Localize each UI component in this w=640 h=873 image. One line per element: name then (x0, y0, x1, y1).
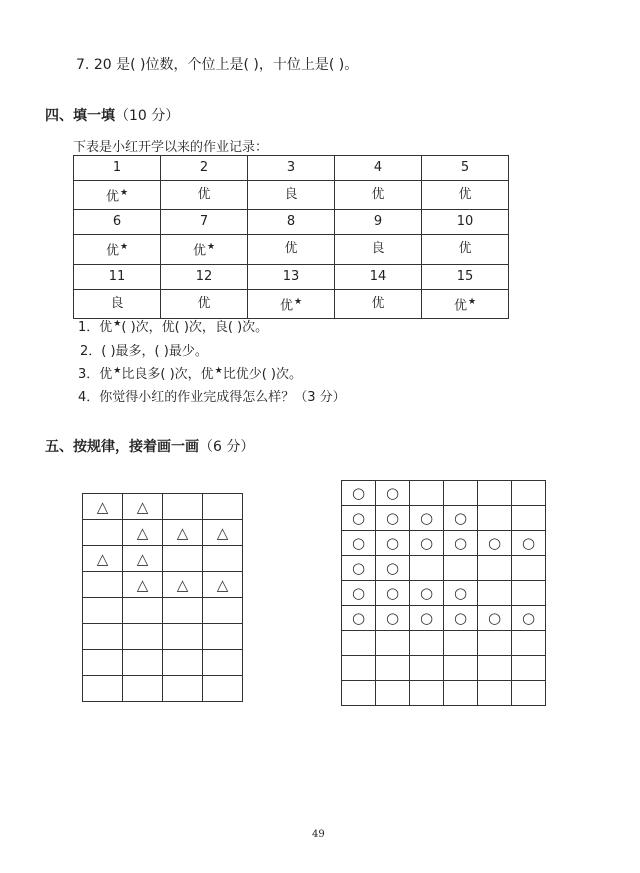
grid-cell[interactable] (410, 481, 444, 506)
grid-cell[interactable] (203, 494, 243, 520)
section-5-title: 五、按规律，接着画一画 (45, 439, 199, 455)
grid-cell[interactable] (444, 481, 478, 506)
cell-text: 9 (373, 214, 383, 230)
cell-text: 3 (286, 160, 296, 175)
grid-cell[interactable] (203, 650, 243, 676)
grid-cell[interactable] (83, 676, 123, 702)
cell-text: 优 (279, 297, 293, 313)
grid-cell[interactable] (376, 631, 410, 656)
grid-row (342, 531, 546, 556)
circle-icon: ○ (419, 534, 434, 552)
circle-icon: ○ (351, 609, 366, 627)
table-cell (74, 210, 161, 235)
grid-row (342, 581, 546, 606)
grid-cell[interactable] (83, 494, 123, 520)
grid-cell[interactable] (342, 606, 376, 631)
triangle-icon: △ (136, 523, 149, 542)
circle-pattern-grid (341, 480, 546, 706)
star-icon: ★ (113, 318, 122, 329)
grid-cell[interactable] (512, 581, 546, 606)
question-7-number: 7. (76, 57, 90, 73)
sub-question-3-lead: 3．优 (78, 367, 113, 382)
circle-icon: ○ (351, 509, 366, 527)
grid-cell[interactable] (512, 631, 546, 656)
grid-cell[interactable] (342, 531, 376, 556)
cell-text: 优 (105, 243, 119, 259)
circle-icon: ○ (419, 609, 434, 627)
table-cell (422, 156, 509, 181)
grid-cell[interactable] (444, 556, 478, 581)
table-cell (74, 289, 161, 318)
table-cell (422, 181, 509, 210)
circle-icon: ○ (385, 509, 400, 527)
triangle-icon: △ (136, 549, 149, 568)
sub-question-1-lead: 1．优 (78, 320, 113, 335)
grid-cell[interactable] (512, 681, 546, 706)
cell-text: 优 (197, 295, 211, 311)
table-cell (422, 289, 509, 318)
grid-cell[interactable] (163, 624, 203, 650)
sub-question-3-end: 比优少( )次。 (222, 367, 302, 382)
circle-icon: ○ (487, 609, 502, 627)
table-cell (161, 156, 248, 181)
grid-cell[interactable] (410, 506, 444, 531)
grid-cell[interactable] (376, 581, 410, 606)
sub-question-2: 2．( )最多，( )最少。 (80, 344, 208, 359)
page-number: 49 (312, 829, 325, 840)
table-cell (248, 235, 335, 264)
circle-icon: ○ (385, 609, 400, 627)
cell-text: 良 (371, 241, 385, 257)
grid-cell[interactable] (376, 556, 410, 581)
grid-cell[interactable] (376, 481, 410, 506)
grid-cell[interactable] (444, 581, 478, 606)
circle-icon: ○ (385, 534, 400, 552)
circle-icon: ○ (351, 534, 366, 552)
grid-row (342, 681, 546, 706)
circle-icon: ○ (521, 534, 536, 552)
grid-cell[interactable] (376, 531, 410, 556)
grid-cell[interactable] (123, 676, 163, 702)
table-cell (161, 264, 248, 289)
grid-cell[interactable] (410, 631, 444, 656)
grid-row (342, 631, 546, 656)
table-row (74, 264, 509, 289)
cell-text: 优 (197, 187, 211, 203)
grid-cell[interactable] (342, 631, 376, 656)
circle-icon: ○ (521, 609, 536, 627)
grid-cell[interactable] (342, 506, 376, 531)
grid-cell[interactable] (478, 581, 512, 606)
grid-cell[interactable] (342, 681, 376, 706)
grid-cell[interactable] (203, 598, 243, 624)
circle-icon: ○ (453, 584, 468, 602)
grid-cell[interactable] (410, 581, 444, 606)
table-cell (335, 235, 422, 264)
table-cell (161, 210, 248, 235)
grid-cell[interactable] (376, 681, 410, 706)
grid-row (83, 598, 243, 624)
grid-cell[interactable] (512, 531, 546, 556)
triangle-icon: △ (176, 575, 189, 594)
triangle-pattern-grid (82, 493, 243, 702)
homework-record-table (73, 155, 509, 319)
grid-cell[interactable] (376, 656, 410, 681)
grid-cell[interactable] (478, 556, 512, 581)
grid-cell[interactable] (478, 531, 512, 556)
table-cell (74, 181, 161, 210)
grid-cell[interactable] (342, 556, 376, 581)
cell-text: 14 (369, 268, 387, 284)
triangle-icon: △ (96, 549, 109, 568)
grid-cell[interactable] (478, 631, 512, 656)
sub-question-4: 4．你觉得小红的作业完成得怎么样？（3 分） (78, 390, 346, 405)
grid-cell[interactable] (444, 531, 478, 556)
table-cell (248, 156, 335, 181)
grid-row (342, 656, 546, 681)
cell-text: 优 (453, 297, 467, 313)
grid-cell[interactable] (163, 598, 203, 624)
grid-row (342, 556, 546, 581)
grid-cell[interactable] (83, 546, 123, 572)
table-cell (248, 264, 335, 289)
star-icon: ★ (293, 296, 303, 307)
circle-icon: ○ (453, 609, 468, 627)
cell-text: 良 (284, 187, 298, 203)
star-icon: ★ (119, 188, 129, 198)
cell-text: 2 (199, 160, 209, 175)
cell-text: 5 (460, 160, 470, 175)
table-cell (248, 210, 335, 235)
grid-cell[interactable] (342, 656, 376, 681)
triangle-icon: △ (176, 523, 189, 542)
grid-cell[interactable] (444, 506, 478, 531)
grid-cell[interactable] (203, 572, 243, 598)
cell-text: 6 (112, 214, 122, 230)
circle-icon: ○ (453, 509, 468, 527)
table-cell (74, 235, 161, 264)
table-cell (422, 210, 509, 235)
table-row (74, 181, 509, 210)
grid-cell[interactable] (478, 481, 512, 506)
grid-cell[interactable] (342, 581, 376, 606)
grid-cell[interactable] (203, 520, 243, 546)
cell-text: 12 (195, 268, 213, 284)
grid-cell[interactable] (410, 531, 444, 556)
grid-cell[interactable] (478, 506, 512, 531)
grid-cell[interactable] (83, 650, 123, 676)
grid-cell[interactable] (444, 681, 478, 706)
grid-cell[interactable] (478, 606, 512, 631)
cell-text: 11 (108, 268, 126, 284)
triangle-icon: △ (216, 523, 229, 542)
cell-text: 良 (110, 295, 124, 311)
cell-text: 7 (199, 214, 209, 230)
section-4-points: （10 分） (115, 108, 180, 124)
grid-row (342, 481, 546, 506)
star-icon: ★ (467, 296, 477, 307)
grid-row (83, 572, 243, 598)
grid-row (83, 624, 243, 650)
cell-text: 优 (192, 243, 206, 259)
grid-row (342, 506, 546, 531)
grid-row (83, 676, 243, 702)
table-cell (335, 264, 422, 289)
grid-cell[interactable] (123, 624, 163, 650)
grid-cell[interactable] (203, 546, 243, 572)
triangle-icon: △ (136, 497, 149, 516)
grid-cell[interactable] (123, 650, 163, 676)
star-icon: ★ (206, 242, 216, 253)
grid-row (83, 520, 243, 546)
section-5-heading (45, 436, 254, 456)
circle-icon: ○ (351, 484, 366, 502)
triangle-icon: △ (96, 497, 109, 516)
table-row (74, 289, 509, 318)
table-cell (74, 264, 161, 289)
table-cell (74, 156, 161, 181)
circle-icon: ○ (453, 534, 468, 552)
circle-icon: ○ (487, 534, 502, 552)
grid-cell[interactable] (410, 606, 444, 631)
grid-cell[interactable] (83, 624, 123, 650)
section-4-title: 四、填一填 (45, 108, 115, 124)
cell-text: 8 (286, 214, 296, 230)
table-cell (335, 289, 422, 318)
grid-cell[interactable] (410, 681, 444, 706)
cell-text: 优 (371, 187, 385, 203)
cell-text: 优 (105, 189, 119, 205)
grid-cell[interactable] (123, 598, 163, 624)
star-icon: ★ (214, 365, 223, 376)
table-cell (248, 181, 335, 210)
grid-cell[interactable] (163, 572, 203, 598)
grid-cell[interactable] (342, 481, 376, 506)
grid-row (342, 606, 546, 631)
grid-cell[interactable] (123, 572, 163, 598)
grid-cell[interactable] (410, 656, 444, 681)
grid-cell[interactable] (123, 494, 163, 520)
section-4-heading (45, 105, 179, 125)
circle-icon: ○ (385, 584, 400, 602)
table-cell (161, 235, 248, 264)
grid-cell[interactable] (123, 520, 163, 546)
table-cell (248, 289, 335, 318)
circle-icon: ○ (385, 559, 400, 577)
table-intro: 下表是小红开学以来的作业记录： (73, 140, 269, 155)
table-cell (422, 235, 509, 264)
question-7-text: 20 是( )位数，个位上是( )，十位上是( )。 (93, 57, 359, 73)
grid-cell[interactable] (376, 506, 410, 531)
question-7 (76, 54, 358, 74)
grid-cell[interactable] (376, 606, 410, 631)
cell-text: 优 (458, 241, 472, 257)
table-cell (161, 181, 248, 210)
sub-question-1 (78, 316, 268, 335)
grid-cell[interactable] (163, 494, 203, 520)
circle-icon: ○ (351, 559, 366, 577)
grid-cell[interactable] (83, 572, 123, 598)
grid-cell[interactable] (512, 481, 546, 506)
circle-icon: ○ (419, 584, 434, 602)
sub-question-1-text: ( )次，优( )次，良( )次。 (121, 320, 269, 335)
cell-text: 优 (284, 241, 298, 257)
cell-text: 15 (456, 268, 474, 284)
star-icon: ★ (113, 365, 122, 376)
grid-cell[interactable] (512, 506, 546, 531)
grid-cell[interactable] (163, 650, 203, 676)
grid-cell[interactable] (512, 556, 546, 581)
table-cell (335, 210, 422, 235)
grid-cell[interactable] (203, 676, 243, 702)
grid-cell[interactable] (83, 520, 123, 546)
table-row (74, 156, 509, 181)
grid-cell[interactable] (444, 606, 478, 631)
sub-question-3 (78, 363, 302, 382)
table-cell (335, 156, 422, 181)
grid-cell[interactable] (123, 546, 163, 572)
section-5-points: （6 分） (199, 439, 255, 455)
grid-cell[interactable] (512, 606, 546, 631)
triangle-icon: △ (136, 575, 149, 594)
cell-text: 1 (112, 160, 122, 175)
grid-cell[interactable] (163, 546, 203, 572)
table-row (74, 235, 509, 264)
circle-icon: ○ (351, 584, 366, 602)
star-icon: ★ (119, 242, 129, 253)
grid-row (83, 546, 243, 572)
cell-text: 优 (371, 295, 385, 311)
grid-cell[interactable] (163, 676, 203, 702)
grid-cell[interactable] (478, 656, 512, 681)
circle-icon: ○ (419, 509, 434, 527)
table-row (74, 210, 509, 235)
circle-icon: ○ (385, 484, 400, 502)
grid-cell[interactable] (478, 681, 512, 706)
table-cell (422, 264, 509, 289)
grid-cell[interactable] (512, 656, 546, 681)
cell-text: 4 (373, 160, 383, 175)
grid-cell[interactable] (444, 656, 478, 681)
grid-cell[interactable] (410, 556, 444, 581)
table-cell (335, 181, 422, 210)
triangle-icon: △ (216, 575, 229, 594)
grid-row (83, 494, 243, 520)
cell-text: 优 (458, 187, 472, 203)
grid-row (83, 650, 243, 676)
grid-cell[interactable] (203, 624, 243, 650)
cell-text: 10 (456, 214, 474, 230)
table-cell (161, 289, 248, 318)
cell-text: 13 (282, 268, 300, 284)
grid-cell[interactable] (444, 631, 478, 656)
grid-cell[interactable] (163, 520, 203, 546)
grid-cell[interactable] (83, 598, 123, 624)
sub-question-3-mid: 比良多( )次，优 (121, 367, 214, 382)
